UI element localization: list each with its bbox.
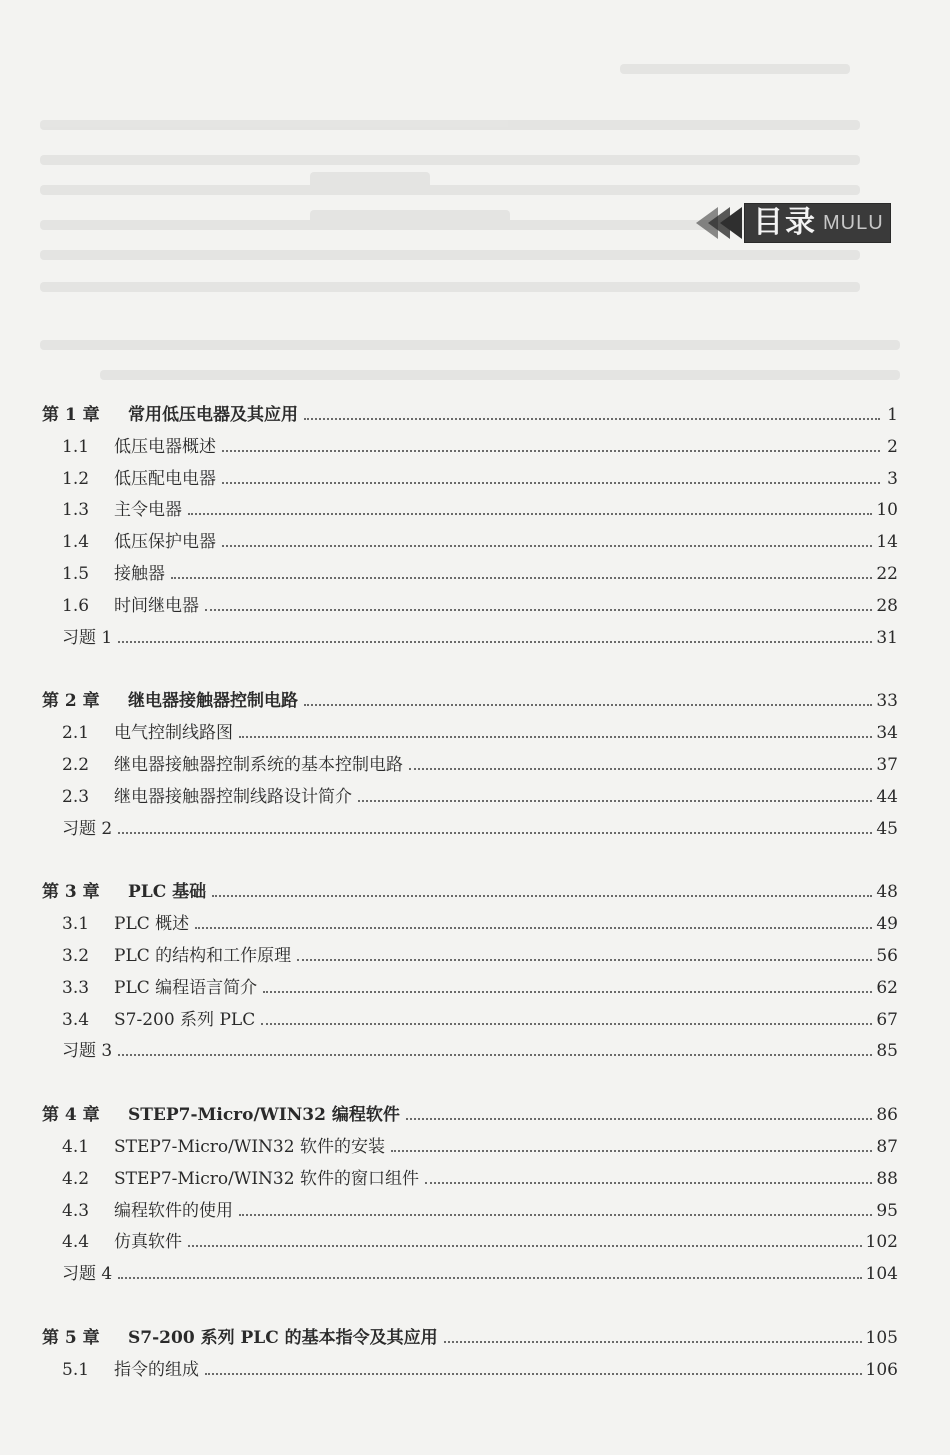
bleed-line (310, 172, 430, 194)
toc-page-number: 3 (887, 468, 898, 489)
toc-entry-exercise (62, 625, 898, 651)
toc-entry-section (62, 466, 898, 492)
toc-number: 3.4 (62, 1009, 90, 1030)
toc-title-text: 低压电器概述 (114, 436, 216, 457)
toc-page-number: 88 (876, 1168, 898, 1189)
dot-leader (425, 1182, 872, 1184)
toc-number: 4.1 (62, 1137, 90, 1157)
toc-number: 4.4 (62, 1232, 90, 1253)
bleed-line (620, 64, 850, 74)
toc-entry-section (62, 529, 898, 555)
toc-label (42, 402, 298, 428)
toc-title-text: 习题 4 (62, 1264, 113, 1285)
toc-entry-chapter (42, 1102, 898, 1128)
dot-leader (212, 895, 872, 897)
toc-title-text: STEP7-Micro/WIN32 编程软件 (128, 1105, 400, 1126)
toc-number: 3.3 (62, 977, 90, 998)
dot-leader (188, 513, 872, 515)
toc-entry-section (62, 593, 898, 619)
toc-title-text: 时间继电器 (114, 595, 199, 616)
toc-title-text: 继电器接触器控制线路设计简介 (114, 786, 352, 807)
dot-leader (222, 450, 880, 452)
bleed-line (40, 250, 860, 260)
toc-page-number: 67 (876, 1009, 898, 1030)
toc-label (62, 561, 165, 587)
dot-leader (391, 1150, 872, 1152)
bleed-line (310, 210, 510, 230)
dot-leader (118, 832, 872, 834)
toc-page-number: 105 (865, 1328, 898, 1348)
toc-label (62, 1166, 419, 1192)
toc-title-text: 仿真软件 (114, 1232, 182, 1253)
bleed-line (40, 185, 860, 195)
bleed-line (100, 370, 900, 380)
toc-title-text: STEP7-Micro/WIN32 软件的窗口组件 (114, 1168, 419, 1189)
toc-label (62, 975, 257, 1001)
dot-leader (118, 1277, 861, 1279)
toc-entry-section (62, 1198, 898, 1224)
toc-number: 1.5 (62, 564, 90, 584)
toc-page-number: 10 (876, 500, 898, 521)
toc-label (62, 752, 403, 778)
toc-header-badge (696, 204, 898, 242)
toc-entry-section (62, 784, 898, 810)
toc-title-text: 指令的组成 (114, 1359, 199, 1380)
toc-page-number: 104 (865, 1264, 898, 1285)
toc-entry-section (62, 434, 898, 460)
dot-leader (118, 1054, 872, 1056)
toc-number: 1.3 (62, 500, 90, 521)
toc-entry-chapter (42, 879, 898, 905)
triple-arrow-icon (696, 204, 744, 242)
toc-number: 2.3 (62, 786, 90, 807)
toc-title-text: PLC 基础 (128, 882, 207, 903)
dot-leader (205, 609, 872, 611)
toc-page-number: 37 (876, 755, 898, 775)
toc-label (62, 784, 352, 810)
toc-label (62, 625, 112, 651)
toc-page-number: 22 (876, 564, 898, 584)
toc-number: 第 2 章 (42, 691, 100, 712)
toc-label (62, 1261, 112, 1287)
toc-title-text: 习题 1 (62, 627, 113, 648)
toc-number: 第 1 章 (42, 405, 100, 425)
toc-title-text: 电气控制线路图 (114, 723, 233, 744)
toc-page-number: 49 (876, 914, 898, 935)
toc-title-text: 常用低压电器及其应用 (128, 405, 298, 425)
toc-label (62, 943, 291, 969)
toc-page-number: 34 (876, 723, 898, 744)
toc-label (62, 466, 216, 492)
toc-title-text: 低压保护电器 (114, 532, 216, 553)
toc-entry-section (62, 1134, 898, 1160)
toc-label (62, 1229, 182, 1255)
toc-title-text: S7-200 系列 PLC 的基本指令及其应用 (128, 1328, 438, 1348)
toc-page-number: 56 (876, 946, 898, 966)
toc-number: 第 3 章 (42, 882, 100, 903)
toc-entry-section (62, 561, 898, 587)
toc-page-number: 106 (865, 1359, 898, 1380)
toc-number: 5.1 (62, 1359, 90, 1380)
toc-entry-section (62, 497, 898, 523)
toc-page-number: 87 (876, 1137, 898, 1157)
toc-page-number: 45 (876, 818, 898, 839)
dot-leader (304, 418, 880, 420)
toc-label (62, 1134, 385, 1160)
toc-entry-chapter (42, 402, 898, 428)
toc-entry-exercise (62, 816, 898, 842)
toc-title-text: PLC 编程语言简介 (114, 977, 258, 998)
toc-number: 1.4 (62, 532, 90, 553)
dot-leader (222, 482, 880, 484)
toc-title-text: S7-200 系列 PLC (114, 1009, 256, 1030)
toc-title: 目录 (753, 205, 817, 240)
toc-title-text: 习题 2 (62, 818, 113, 839)
toc-number: 3.1 (62, 914, 90, 935)
toc-page-number: 48 (876, 882, 898, 903)
toc-label (62, 1198, 233, 1224)
dot-leader (188, 1245, 862, 1247)
toc-number: 2.2 (62, 755, 90, 775)
toc-page-number: 28 (876, 595, 898, 616)
toc-number: 2.1 (62, 723, 90, 744)
toc-number: 1.2 (62, 468, 90, 489)
dot-leader (195, 927, 872, 929)
toc-page-number: 95 (876, 1200, 898, 1221)
toc-label (62, 1038, 112, 1064)
bleed-line (40, 155, 860, 165)
toc-entry-exercise (62, 1038, 898, 1064)
dot-leader (261, 1023, 872, 1025)
toc-entry-exercise (62, 1261, 898, 1287)
toc-entry-section (62, 752, 898, 778)
toc-page-number: 2 (887, 436, 898, 457)
toc-label (42, 688, 298, 714)
toc-number: 1.1 (62, 436, 90, 457)
toc-page-number: 1 (887, 405, 898, 425)
bleed-line (40, 282, 860, 292)
toc-page-number: 33 (876, 691, 898, 712)
toc-label (62, 529, 216, 555)
toc-subtitle: MULU (823, 212, 884, 234)
bleed-line (40, 340, 900, 350)
toc-entry-section (62, 911, 898, 937)
toc-title-text: 继电器接触器控制电路 (128, 691, 298, 712)
toc-title-text: PLC 概述 (114, 914, 190, 935)
toc-number: 4.3 (62, 1200, 90, 1221)
dot-leader (205, 1373, 862, 1375)
toc-entry-section (62, 1229, 898, 1255)
toc-entry-section (62, 1357, 898, 1383)
dot-leader (304, 704, 872, 706)
dot-leader (444, 1341, 862, 1343)
toc-label (62, 593, 199, 619)
dot-leader (118, 641, 872, 643)
toc-page-number: 85 (876, 1041, 898, 1062)
toc-title-text: 继电器接触器控制系统的基本控制电路 (114, 755, 403, 775)
toc-badge-box (744, 203, 891, 243)
toc-label (62, 816, 112, 842)
toc-page-number: 31 (876, 627, 898, 648)
toc-title-text: 习题 3 (62, 1041, 113, 1062)
dot-leader (239, 736, 872, 738)
toc-number: 4.2 (62, 1168, 90, 1189)
dot-leader (222, 545, 872, 547)
toc-title-text: STEP7-Micro/WIN32 软件的安装 (114, 1137, 385, 1157)
dot-leader (171, 577, 872, 579)
toc-page-number: 86 (876, 1105, 898, 1126)
toc-title-text: 编程软件的使用 (114, 1200, 233, 1221)
toc-number: 1.6 (62, 595, 90, 616)
toc-number: 3.2 (62, 946, 90, 966)
toc-label (62, 1357, 199, 1383)
toc-page-number: 102 (865, 1232, 898, 1253)
toc-label (42, 1102, 400, 1128)
toc-label (42, 1325, 438, 1351)
toc-number: 第 5 章 (42, 1328, 100, 1348)
toc-title-text: PLC 的结构和工作原理 (114, 946, 292, 966)
toc-page-number: 14 (876, 532, 898, 553)
toc-label (62, 434, 216, 460)
toc-label (62, 720, 233, 746)
toc-title-text: 主令电器 (114, 500, 182, 521)
toc-entry-section (62, 720, 898, 746)
dot-leader (263, 991, 872, 993)
dot-leader (409, 768, 872, 770)
toc-number: 第 4 章 (42, 1105, 100, 1126)
toc-entry-chapter (42, 1325, 898, 1351)
toc-label (62, 1007, 255, 1033)
toc-label (62, 497, 182, 523)
toc-entry-chapter (42, 688, 898, 714)
toc-entry-section (62, 1007, 898, 1033)
toc-entry-section (62, 1166, 898, 1192)
dot-leader (297, 959, 872, 961)
dot-leader (358, 800, 872, 802)
bleed-line (40, 120, 860, 130)
toc-entry-section (62, 943, 898, 969)
toc-title-text: 接触器 (114, 564, 165, 584)
dot-leader (239, 1214, 872, 1216)
toc-entry-section (62, 975, 898, 1001)
toc-label (42, 879, 206, 905)
toc-page-number: 44 (876, 786, 898, 807)
toc-label (62, 911, 189, 937)
toc-title-text: 低压配电电器 (114, 468, 216, 489)
dot-leader (406, 1118, 873, 1120)
toc-page-number: 62 (876, 977, 898, 998)
